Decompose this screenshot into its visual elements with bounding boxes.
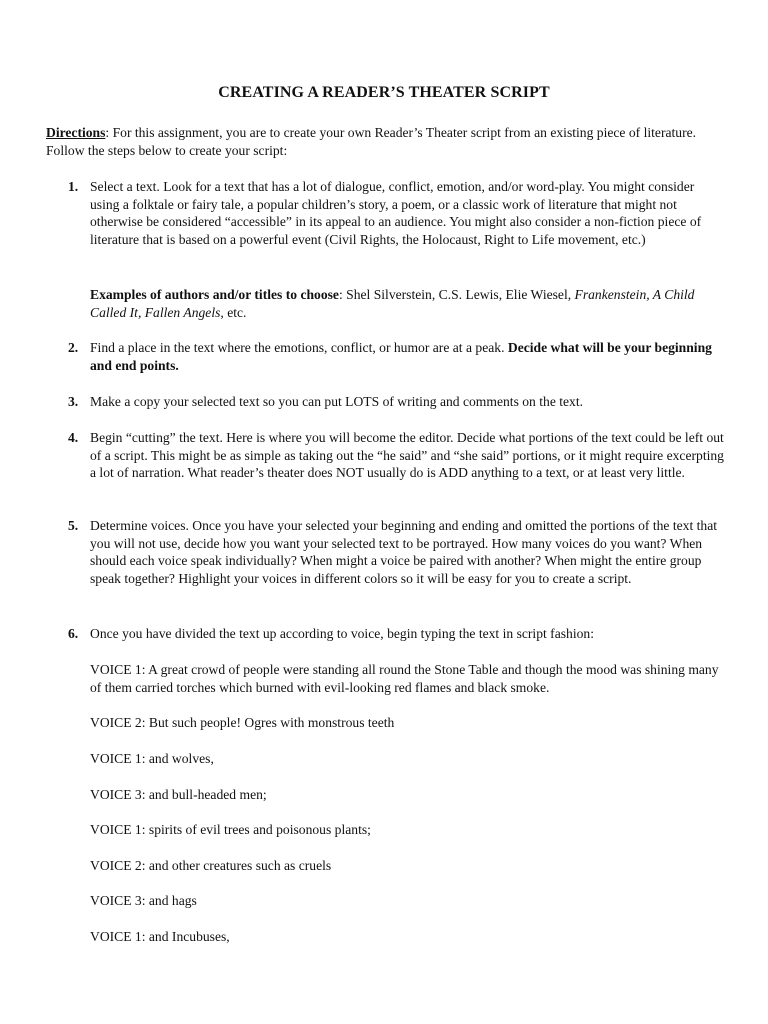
examples-titles: Frankenstein, A Child Called It, Fallen Angels: [90, 287, 695, 320]
step-text: Determine voices. Once you have your selected your beginning and ending and omitted the portions of the text that you will not use, decide how you want your selected text to be portrayed. How many voices do you want? When should each voice speak individually? When might a voice be paired with another? When might the entire group speak together? Highlight your voices in different colors so it will be easy for you to create a script.: [90, 518, 718, 586]
step-5: [68, 517, 728, 587]
directions-text: : For this assignment, you are to create your own Reader’s Theater script from an existing piece of literature. Follow the steps below to create your script:: [46, 125, 697, 158]
step-text: [90, 339, 726, 374]
step-3: [68, 393, 728, 411]
step-4: [68, 429, 728, 482]
step-text: Begin “cutting” the text. Here is where you will become the editor. Decide what portions of the text could be left out of a script. This might be as simple as taking out the “he said” and “she said” portions, or it might require excerpting a lot of narration. What reader’s theater does NOT usually do is ADD anything to a text, or at least very little.: [90, 430, 724, 480]
step-2: [68, 339, 728, 374]
examples-etc: , etc.: [220, 304, 247, 320]
step-text: Once you have divided the text up according to voice, begin typing the text in script fashion:: [90, 626, 594, 641]
examples-text: : Shel Silverstein, C.S. Lewis, Elie Wiesel,: [338, 287, 575, 302]
script-line: VOICE 2: But such people! Ogres with monstrous teeth: [90, 715, 395, 730]
step-text: Select a text. Look for a text that has a lot of dialogue, conflict, emotion, and/or word-play. You might consider using a folktale or fairy tale, a popular children’s story, a poem, or a classic work of literature that might not otherwise be considered “accessible” in its appeal to an audience. You might also consider a non-fiction piece of literature that is based on a powerful event (Civil Rights, the Holocaust, Right to Life movement, etc.): [90, 179, 702, 247]
step-number: 5.: [68, 518, 79, 533]
step-number: 2.: [68, 340, 79, 355]
step-text: Make a copy your selected text so you can put LOTS of writing and comments on the text.: [90, 394, 584, 409]
script-line: VOICE 3: and bull-headed men;: [90, 787, 267, 802]
script-line: VOICE 1: and Incubuses,: [90, 929, 230, 944]
step-number: 1.: [68, 179, 79, 194]
script-line: VOICE 2: and other creatures such as cruels: [90, 858, 332, 873]
page-title: CREATING A READER’S THEATER SCRIPT: [218, 84, 550, 101]
examples-paragraph: [90, 286, 720, 321]
step-bold-text: Decide what will be your beginning and end points.: [90, 340, 712, 373]
examples-label: Examples of authors and/or titles to choose: [90, 287, 339, 302]
script-line: VOICE 1: spirits of evil trees and poisonous plants;: [90, 822, 371, 837]
step-plain-text: Find a place in the text where the emotions, conflict, or humor are at a peak.: [90, 340, 508, 355]
directions-label: Directions: [46, 125, 106, 140]
step-number: 6.: [68, 626, 79, 641]
script-line: VOICE 1: and wolves,: [90, 751, 214, 766]
script-line: VOICE 1: A great crowd of people were standing all round the Stone Table and though the mood was shining many of them carried torches which burned with evil-looking red flames and black smoke.: [90, 662, 719, 695]
directions-paragraph: [46, 124, 726, 160]
step-number: 3.: [68, 394, 79, 409]
step-1: [68, 178, 728, 248]
step-number: 4.: [68, 430, 79, 445]
step-6: [68, 625, 728, 643]
script-line: VOICE 3: and hags: [90, 893, 197, 908]
